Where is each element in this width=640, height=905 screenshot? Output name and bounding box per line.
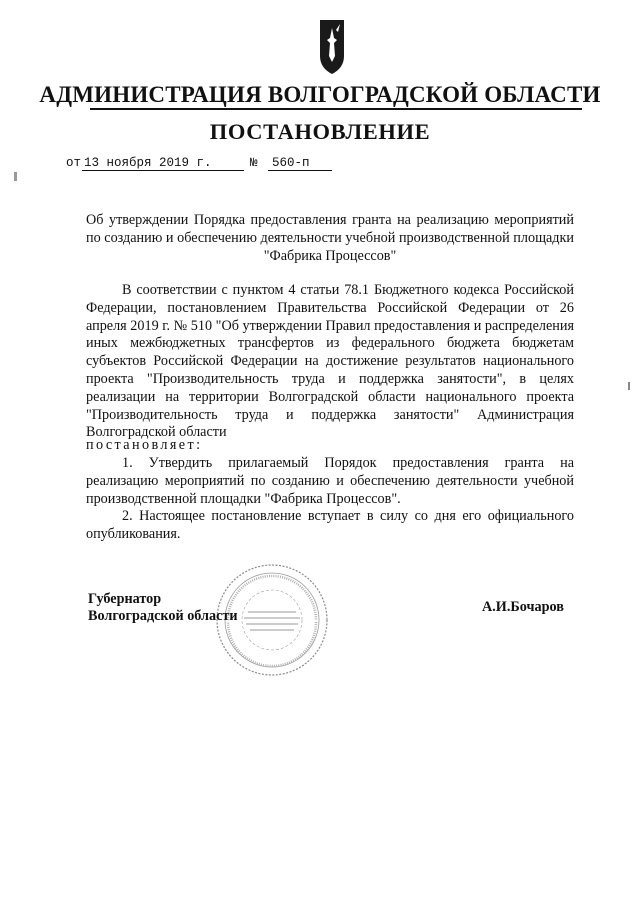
organization-name: АДМИНИСТРАЦИЯ ВОЛГОГРАДСКОЙ ОБЛАСТИ (39, 82, 601, 107)
signatory-title: Губернатор Волгоградской области (88, 591, 238, 624)
resolution-item-1: 1. Утвердить прилагаемый Порядок предоставления гранта на реализацию мероприятий по созданию и обеспечению деятельности учебной производственной площадки "Фабрика Процессов". (86, 455, 574, 507)
resolves-word: постановляет: (86, 437, 203, 453)
preamble-paragraph: В соответствии с пунктом 4 статьи 78.1 Бюджетного кодекса Российской Федерации, постановлением Правительства Российской Федерации от 26 апреля 2019 г. № 510 "Об утверждении Правил предоставления и распределения иных межбюджетных трансфертов из федерального бюджета бюджетам субъектов Российской Федерации на достижение результатов национального проекта "Производительность труда и поддержка занятости", в целях реализации на территории Волгоградской области национального проекта "Производительность труда и поддержка занятости" Администрация Волгоградской области (86, 282, 574, 441)
volgograd-emblem-icon (318, 18, 346, 76)
edge-mark (628, 382, 630, 390)
margin-mark (14, 172, 17, 181)
number-prefix: № (250, 156, 258, 170)
document-subject: Об утверждении Порядка предоставления гранта на реализацию мероприятий по созданию и обеспечению деятельности учебной производственной площадки "Фабрика Процессов" (86, 212, 574, 264)
resolution-item-2: 2. Настоящее постановление вступает в силу со дня его официального опубликования. (86, 508, 574, 542)
document-date: 13 ноября 2019 г. (82, 156, 244, 171)
document-number: 560-п (268, 156, 332, 171)
date-prefix: от (66, 156, 82, 170)
document-type: ПОСТАНОВЛЕНИЕ (209, 119, 431, 144)
header-rule (90, 108, 582, 110)
signatory-name: А.И.Бочаров (482, 599, 564, 615)
